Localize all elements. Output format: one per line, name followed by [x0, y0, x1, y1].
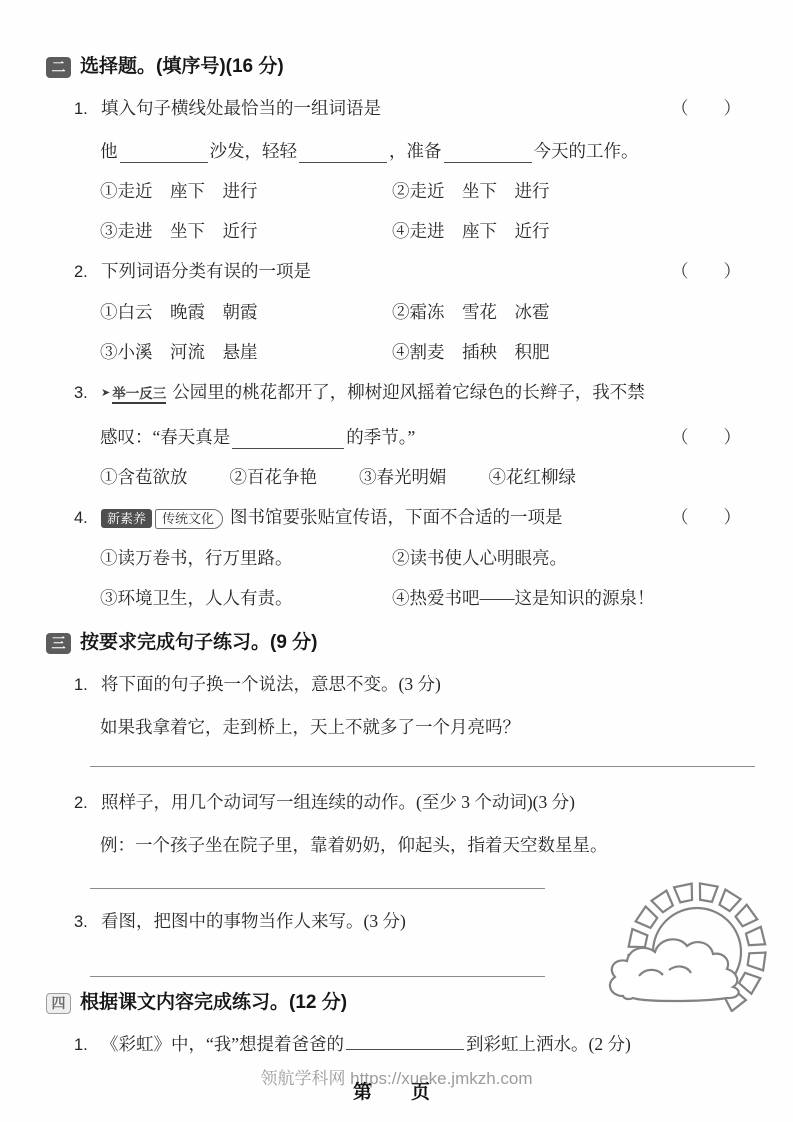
section-2-header — [46, 54, 747, 80]
option: ③走进 坐下 近行 — [100, 221, 258, 241]
question-2-2-options — [100, 299, 747, 365]
section-2-badge: 二 — [46, 57, 71, 78]
watermark: 领航学科网 https://xueke.jmkzh.com — [260, 1069, 533, 1088]
sentence-part: ，准备 — [389, 141, 442, 161]
section-3-header — [46, 630, 747, 656]
option: ④花红柳绿 — [488, 467, 576, 487]
sentence-part: 今天的工作。 — [533, 141, 639, 161]
sentence-part: 《彩虹》中，“我”想提着爸爸的 — [101, 1034, 345, 1054]
option: ③小溪 河流 悬崖 — [100, 342, 258, 362]
section-3-badge: 三 — [46, 633, 71, 654]
question-number: 3. — [74, 913, 88, 931]
question-2-1-sentence — [100, 136, 747, 166]
tag-xinsuyang: 新素养 — [101, 509, 152, 528]
option: ②走近 坐下 进行 — [392, 181, 550, 201]
option: ②百花争艳 — [229, 467, 317, 487]
sentence-part: 感叹：“春天真是 — [100, 427, 231, 447]
question-2-3-options — [100, 464, 747, 490]
example-text: 例：一个孩子坐在院子里，靠着奶奶，仰起头，指着天空数星星。 — [100, 835, 608, 855]
option: ④割麦 插秧 积肥 — [392, 342, 550, 362]
question-2-3 — [74, 379, 747, 409]
question-2-2 — [74, 258, 747, 286]
question-stem — [101, 504, 563, 532]
question-stem: 下列词语分类有误的一项是 — [101, 261, 311, 281]
option: ①走近 座下 进行 — [100, 181, 258, 201]
sentence-part: 到彩虹上洒水。(2 分) — [466, 1034, 631, 1054]
fill-blank — [120, 140, 208, 163]
question-number: 1. — [74, 100, 88, 118]
question-2-4-options — [100, 545, 747, 611]
option: ②霜冻 雪花 冰雹 — [392, 302, 550, 322]
stem-text: 公园里的桃花都开了，柳树迎风摇着它绿色的长辫子，我不禁 — [172, 382, 645, 402]
option: ④热爱书吧——这是知识的源泉！ — [392, 588, 655, 608]
fill-blank — [346, 1031, 464, 1050]
fill-blank — [299, 140, 387, 163]
question-stem: 看图，把图中的事物当作人来写。(3 分) — [101, 911, 406, 931]
answer-parens: （ ） — [671, 98, 741, 118]
sentence-part: 的季节。” — [346, 427, 416, 447]
answer-parens: （ ） — [671, 507, 741, 527]
section-2-title: 选择题。(填序号)(16 分) — [80, 56, 284, 77]
question-number: 4. — [74, 509, 88, 527]
question-number: 3. — [74, 384, 88, 402]
question-3-2 — [74, 789, 747, 817]
question-number: 1. — [74, 1036, 88, 1054]
question-number: 2. — [74, 263, 88, 281]
tag-juyifansan: 举一反三 — [112, 386, 166, 404]
answer-line — [90, 976, 545, 977]
question-2-1-options — [100, 178, 747, 244]
tag-chuantongwenhua: 传统文化 — [155, 509, 223, 529]
section-3-title: 按要求完成句子练习。(9 分) — [80, 632, 318, 653]
question-2-3-sentence — [100, 422, 747, 452]
question-stem — [101, 1031, 631, 1058]
answer-parens: （ ） — [671, 427, 741, 447]
stem-text: 图书馆要张贴宣传语，下面不合适的一项是 — [230, 507, 563, 527]
sentence-part: 沙发，轻轻 — [209, 141, 297, 161]
answer-line — [90, 888, 545, 889]
sentence-text: 如果我拿着它，走到桥上，天上不就多了一个月亮吗？ — [100, 717, 520, 737]
page-number: 第 页 — [352, 1082, 440, 1103]
fill-blank — [232, 426, 344, 449]
question-3-1 — [74, 671, 747, 699]
sun-cloud-illustration — [605, 880, 789, 1012]
question-number: 2. — [74, 794, 88, 812]
section-4-badge: 四 — [46, 993, 71, 1014]
option: ①含苞欲放 — [100, 467, 188, 487]
fill-blank — [444, 140, 532, 163]
sentence-part: 他 — [100, 141, 118, 161]
question-2-1 — [74, 95, 747, 123]
option: ①读万卷书，行万里路。 — [100, 548, 293, 568]
question-stem: 照样子，用几个动词写一组连续的动作。(至少 3 个动词)(3 分) — [101, 792, 575, 812]
option: ③春光明媚 — [359, 467, 447, 487]
option: ④走进 座下 近行 — [392, 221, 550, 241]
answer-line — [90, 766, 755, 767]
question-4-1 — [74, 1031, 747, 1059]
answer-parens: （ ） — [671, 261, 741, 281]
question-number: 1. — [74, 676, 88, 694]
option: ③环境卫生，人人有责。 — [100, 588, 293, 608]
option: ①白云 晚霞 朝霞 — [100, 302, 258, 322]
option: ②读书使人心明眼亮。 — [392, 548, 567, 568]
question-3-2-example — [100, 830, 747, 860]
arrow-icon: ➤ — [101, 387, 111, 399]
question-stem: 将下面的句子换一个说法，意思不变。(3 分) — [101, 674, 441, 694]
question-3-1-sentence — [100, 712, 747, 742]
question-stem — [101, 379, 645, 409]
question-2-4 — [74, 504, 747, 532]
question-stem: 填入句子横线处最恰当的一组词语是 — [101, 98, 381, 118]
section-4-title: 根据课文内容完成练习。(12 分) — [80, 992, 348, 1013]
